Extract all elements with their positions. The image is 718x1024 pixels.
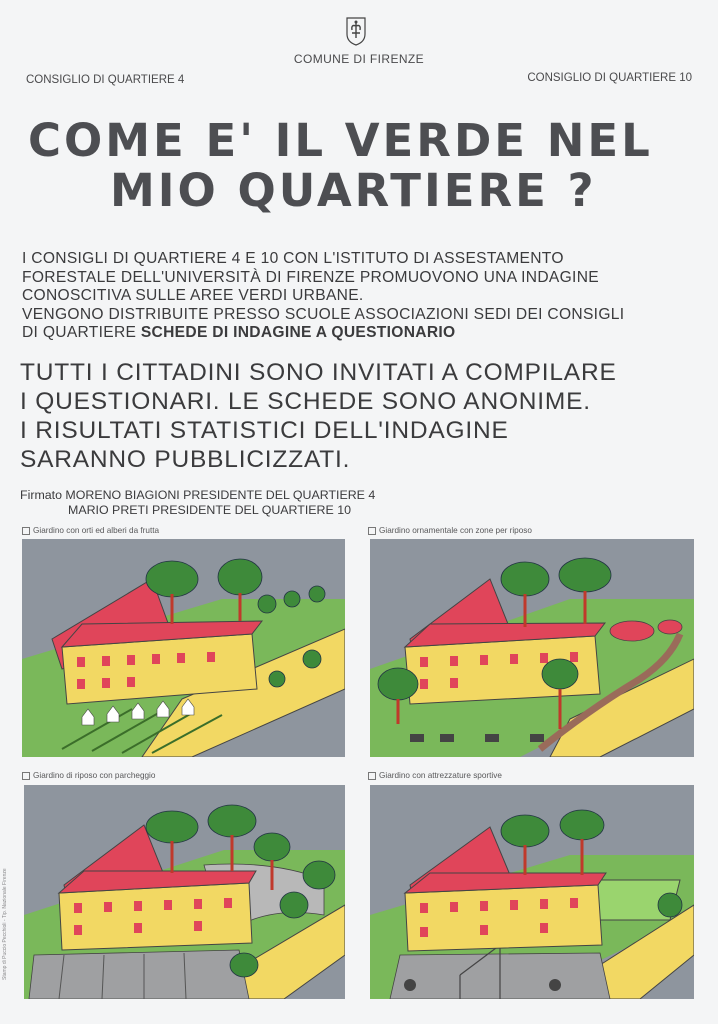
call-line: I RISULTATI STATISTICI DELL'INDAGINE — [20, 417, 509, 444]
title-line-1: COME E' IL VERDE NEL — [28, 114, 653, 167]
intro-line — [22, 324, 702, 343]
checkbox-icon — [22, 527, 30, 535]
panel-caption — [368, 771, 502, 780]
checkbox-icon — [368, 527, 376, 535]
intro-line-prefix: DI QUARTIERE — [22, 324, 141, 341]
panel-caption-text: Giardino con attrezzature sportive — [379, 771, 502, 780]
panel-caption — [368, 526, 532, 535]
council-right-label: CONSIGLIO DI QUARTIERE 10 — [527, 72, 692, 84]
signature-line: MARIO PRETI PRESIDENTE DEL QUARTIERE 10 — [68, 503, 351, 517]
florence-lily-crest-icon — [345, 16, 367, 46]
intro-paragraph — [22, 250, 702, 343]
printer-credit: Stamp di Puccio Pecchioli - Tip. Nazionale Firenze — [2, 868, 8, 980]
signatures — [20, 488, 375, 518]
panel-caption-text: Giardino con orti ed alberi da frutta — [33, 526, 160, 535]
garden-illustration-orchard — [22, 539, 345, 757]
call-line: SARANNO PUBBLICIZZATI. — [20, 446, 351, 473]
panel-caption — [22, 526, 159, 535]
panel-caption-text: Giardino di riposo con parcheggio — [33, 771, 156, 780]
checkbox-icon — [22, 772, 30, 780]
call-line: I QUESTIONARI. LE SCHEDE SONO ANONIME. — [20, 388, 591, 415]
council-left-label: CONSIGLIO DI QUARTIERE 4 — [26, 74, 185, 86]
panel-caption-text: Giardino ornamentale con zone per riposo — [379, 526, 532, 535]
intro-line: I CONSIGLI DI QUARTIERE 4 E 10 CON L'ISTITUTO DI ASSESTAMENTO — [22, 250, 564, 267]
call-line: TUTTI I CITTADINI SONO INVITATI A COMPILARE — [20, 359, 617, 386]
intro-line: FORESTALE DELL'UNIVERSITÀ DI FIRENZE PROMUOVONO UNA INDAGINE — [22, 268, 599, 286]
intro-line: CONOSCITIVA SULLE AREE VERDI URBANE. — [22, 287, 364, 304]
call-to-action — [20, 358, 710, 474]
garden-illustration-parking — [24, 785, 345, 999]
poster-title — [28, 116, 708, 216]
signature-line: Firmato MORENO BIAGIONI PRESIDENTE DEL QUARTIERE 4 — [20, 488, 376, 502]
garden-illustration-sports — [370, 785, 694, 999]
garden-illustration-ornamental — [370, 539, 694, 757]
intro-line: VENGONO DISTRIBUITE PRESSO SCUOLE ASSOCIAZIONI SEDI DEI CONSIGLI — [22, 305, 625, 323]
title-line-2: MIO QUARTIERE ? — [110, 164, 597, 217]
intro-line-bold: SCHEDE DI INDAGINE A QUESTIONARIO — [140, 324, 456, 341]
checkbox-icon — [368, 772, 376, 780]
panel-caption — [22, 771, 155, 780]
comune-label: COMUNE DI FIRENZE — [293, 52, 425, 66]
